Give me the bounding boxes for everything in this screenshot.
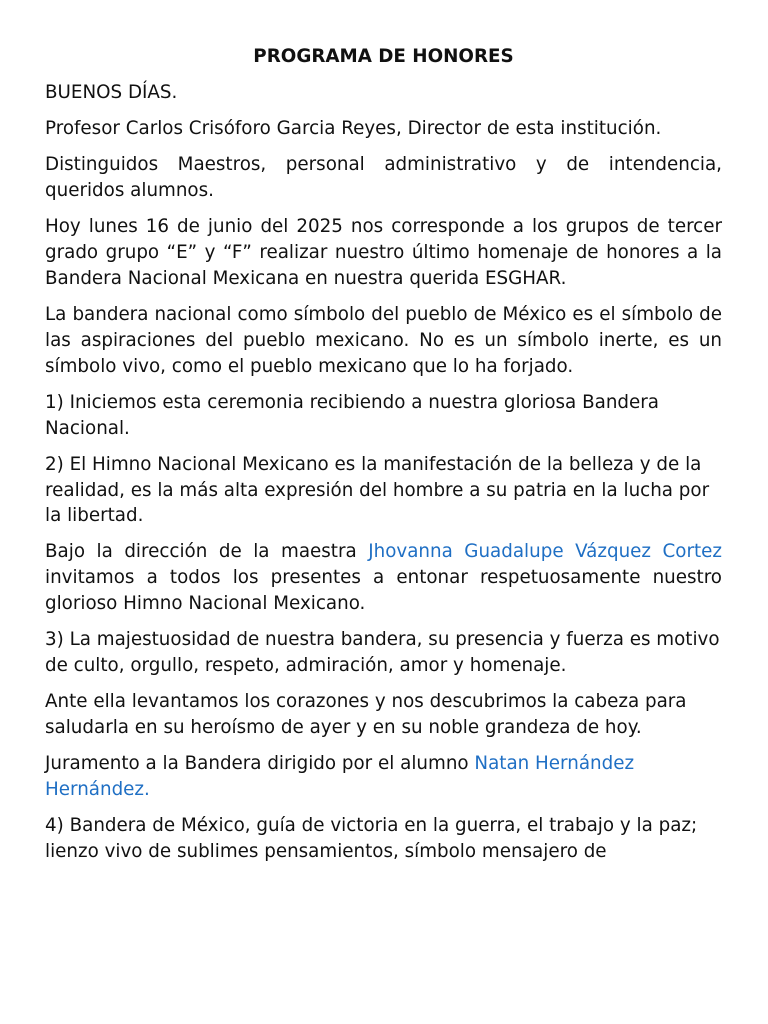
student-name: Natan Hernández Hernández. — [45, 753, 635, 801]
greeting-paragraph: BUENOS DÍAS. — [45, 81, 178, 103]
step-1-paragraph: 1) Iniciemos esta ceremonia recibiendo a nuestra gloriosa Bandera Nacional. — [45, 391, 659, 439]
anthem-direction-prefix: Bajo la dirección de la maestra — [45, 541, 357, 563]
document-page — [45, 44, 722, 875]
oath-prefix: Juramento a la Bandera dirigido por el alumno — [45, 753, 469, 775]
director-paragraph: Profesor Carlos Crisóforo Garcia Reyes, Director de esta institución. — [45, 117, 662, 139]
anthem-direction-paragraph — [45, 539, 722, 616]
today-paragraph: Hoy lunes 16 de junio del 2025 nos corresponde a los grupos de tercer grado grupo “E” y “F” realizar nuestro último homenaje de honores a la Bandera Nacional Mexicana en nuestra querida ESGHAR. — [45, 216, 722, 289]
step-3-paragraph: 3) La majestuosidad de nuestra bandera, su presencia y fuerza es motivo de culto, orgullo, respeto, admiración, amor y homenaje. — [45, 629, 720, 677]
flag-symbol-paragraph: La bandera nacional como símbolo del pueblo de México es el símbolo de las aspiraciones del pueblo mexicano. No es un símbolo inerte, es un símbolo vivo, como el pueblo mexicano que lo ha forjado. — [45, 303, 722, 377]
ante-ella-paragraph: Ante ella levantamos los corazones y nos descubrimos la cabeza para saludarla en su heroísmo de ayer y en su noble grandeza de hoy. — [45, 691, 687, 739]
distinguished-paragraph: Distinguidos Maestros, personal administrativo y de intendencia, queridos alumnos. — [45, 154, 722, 201]
anthem-direction-suffix: invitamos a todos los presentes a entonar respetuosamente nuestro glorioso Himno Nacional Mexicano. — [45, 567, 722, 615]
oath-paragraph — [45, 751, 722, 803]
teacher-name: Jhovanna Guadalupe Vázquez Cortez — [368, 541, 723, 563]
step-2-paragraph: 2) El Himno Nacional Mexicano es la manifestación de la belleza y de la realidad, es la más alta expresión del hombre a su patria en la lucha por la libertad. — [45, 453, 710, 527]
document-title: PROGRAMA DE HONORES — [253, 46, 514, 67]
step-4-paragraph: 4) Bandera de México, guía de victoria en la guerra, el trabajo y la paz; lienzo vivo de sublimes pensamientos, símbolo mensajero de — [45, 815, 698, 863]
